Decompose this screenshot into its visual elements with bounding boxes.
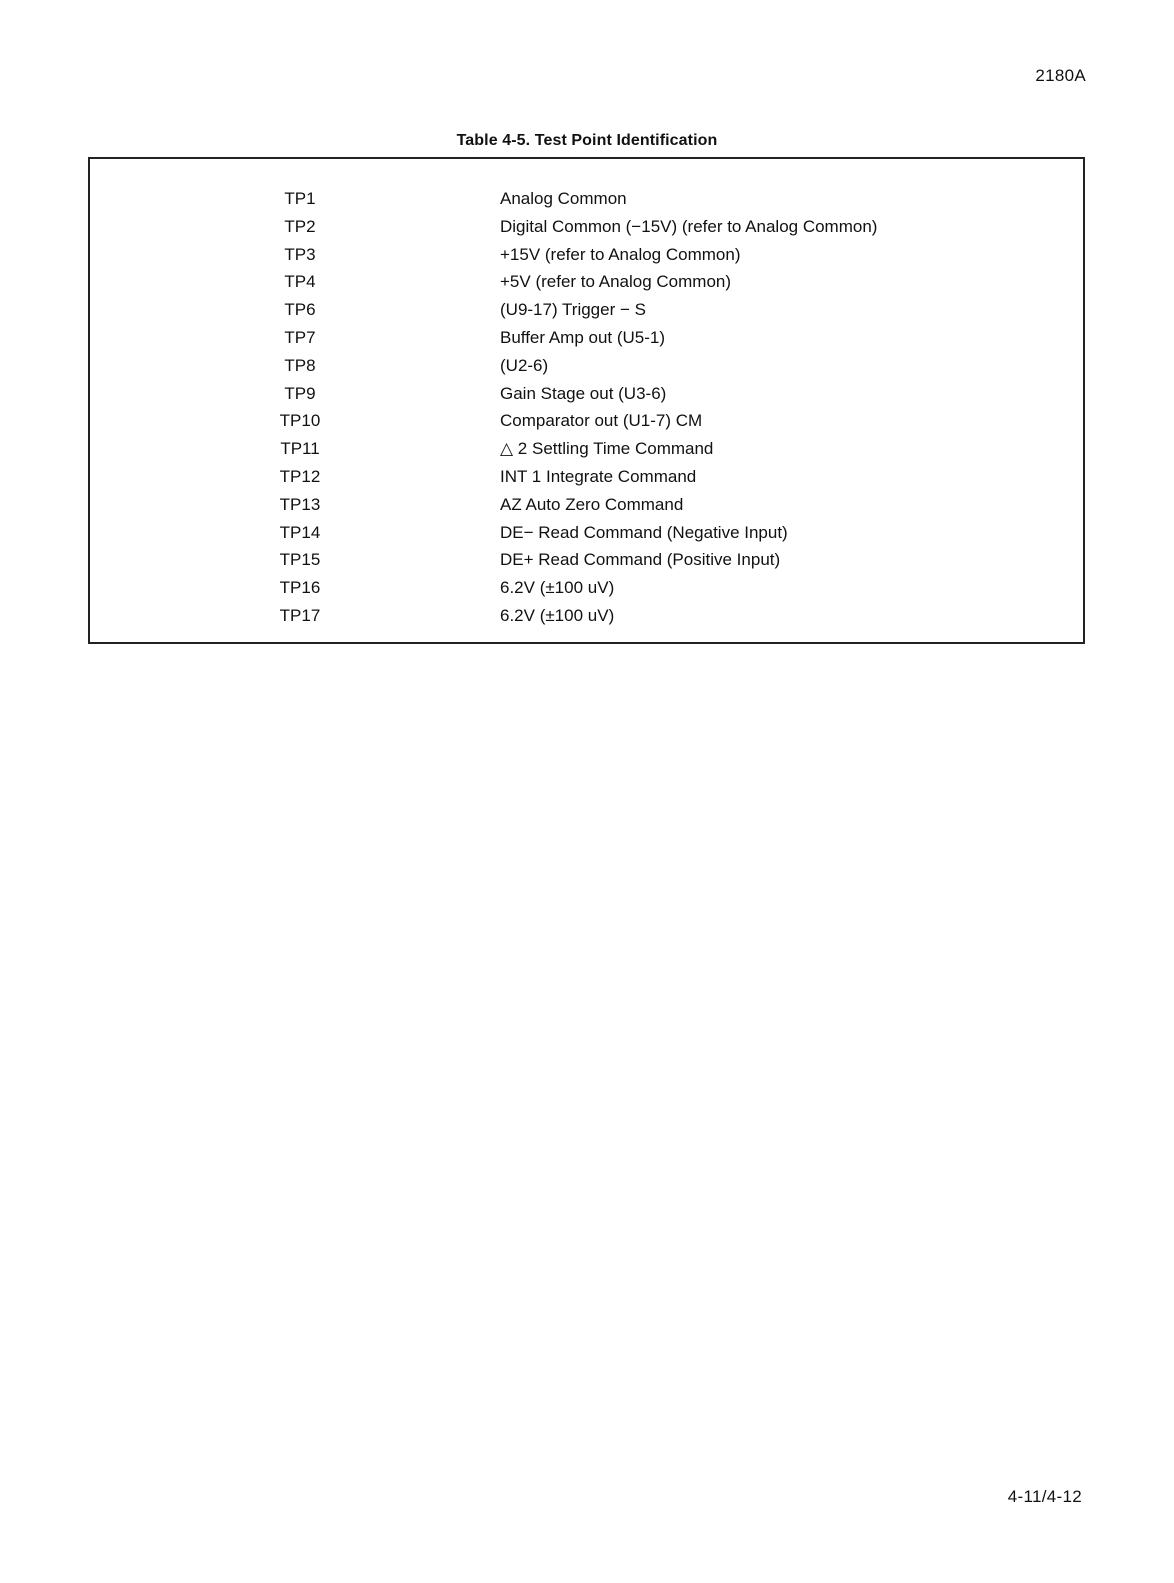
table-row	[90, 268, 1083, 296]
test-point-id: TP7	[284, 327, 316, 347]
test-point-id: TP14	[279, 522, 321, 542]
table-row	[90, 602, 1083, 630]
test-point-description: Analog Common	[500, 189, 627, 208]
test-point-id: TP1	[284, 189, 316, 208]
test-point-id: TP8	[284, 355, 316, 375]
test-point-description: (U9-17) Trigger − S	[500, 300, 646, 320]
table-row	[90, 213, 1083, 241]
test-point-id: TP10	[279, 411, 321, 431]
test-point-id: TP4	[284, 272, 316, 292]
test-point-description: DE+ Read Command (Positive Input)	[500, 550, 781, 570]
test-point-id: TP6	[284, 300, 316, 320]
test-point-id: TP15	[279, 550, 321, 570]
test-point-description: 6.2V (±100 uV)	[500, 578, 615, 598]
test-point-description: AZ Auto Zero Command	[500, 494, 684, 514]
test-point-description: Comparator out (U1-7) CM	[500, 411, 703, 431]
test-point-id: TP9	[284, 383, 316, 403]
table-row	[90, 241, 1083, 269]
test-point-description: +5V (refer to Analog Common)	[500, 272, 732, 292]
document-number: 2180A	[1035, 66, 1086, 85]
table-row	[90, 296, 1083, 324]
table-row	[90, 435, 1083, 463]
page-number: 4-11/4-12	[1007, 1487, 1082, 1506]
table-row	[90, 546, 1083, 574]
table-row	[90, 574, 1083, 602]
test-point-description: INT 1 Integrate Command	[500, 466, 697, 486]
test-point-id: TP3	[284, 244, 316, 264]
test-point-id: TP13	[279, 494, 321, 514]
test-point-description: △ 2 Settling Time Command	[500, 439, 714, 459]
test-point-description: Gain Stage out (U3-6)	[500, 383, 667, 403]
test-point-description: Buffer Amp out (U5-1)	[500, 327, 666, 347]
table-row	[90, 380, 1083, 408]
test-point-list	[90, 185, 1083, 630]
test-point-description: Digital Common (−15V) (refer to Analog Common)	[500, 216, 878, 236]
test-point-id: TP17	[279, 605, 321, 625]
test-point-description: DE− Read Command (Negative Input)	[500, 522, 788, 542]
test-point-id: TP16	[279, 578, 321, 598]
test-point-description: +15V (refer to Analog Common)	[500, 244, 741, 264]
table-row	[90, 463, 1083, 491]
table-row	[90, 185, 1083, 213]
table-row	[90, 407, 1083, 435]
test-point-id: TP2	[284, 216, 316, 236]
table-row	[90, 324, 1083, 352]
test-point-id: TP11	[280, 439, 320, 459]
table-row	[90, 519, 1083, 547]
test-point-description: (U2-6)	[500, 355, 549, 375]
table-title: Table 4-5. Test Point Identification	[456, 132, 718, 149]
test-point-id: TP12	[279, 466, 321, 486]
test-point-table	[88, 157, 1085, 644]
table-row	[90, 352, 1083, 380]
test-point-description: 6.2V (±100 uV)	[500, 605, 615, 625]
table-row	[90, 491, 1083, 519]
